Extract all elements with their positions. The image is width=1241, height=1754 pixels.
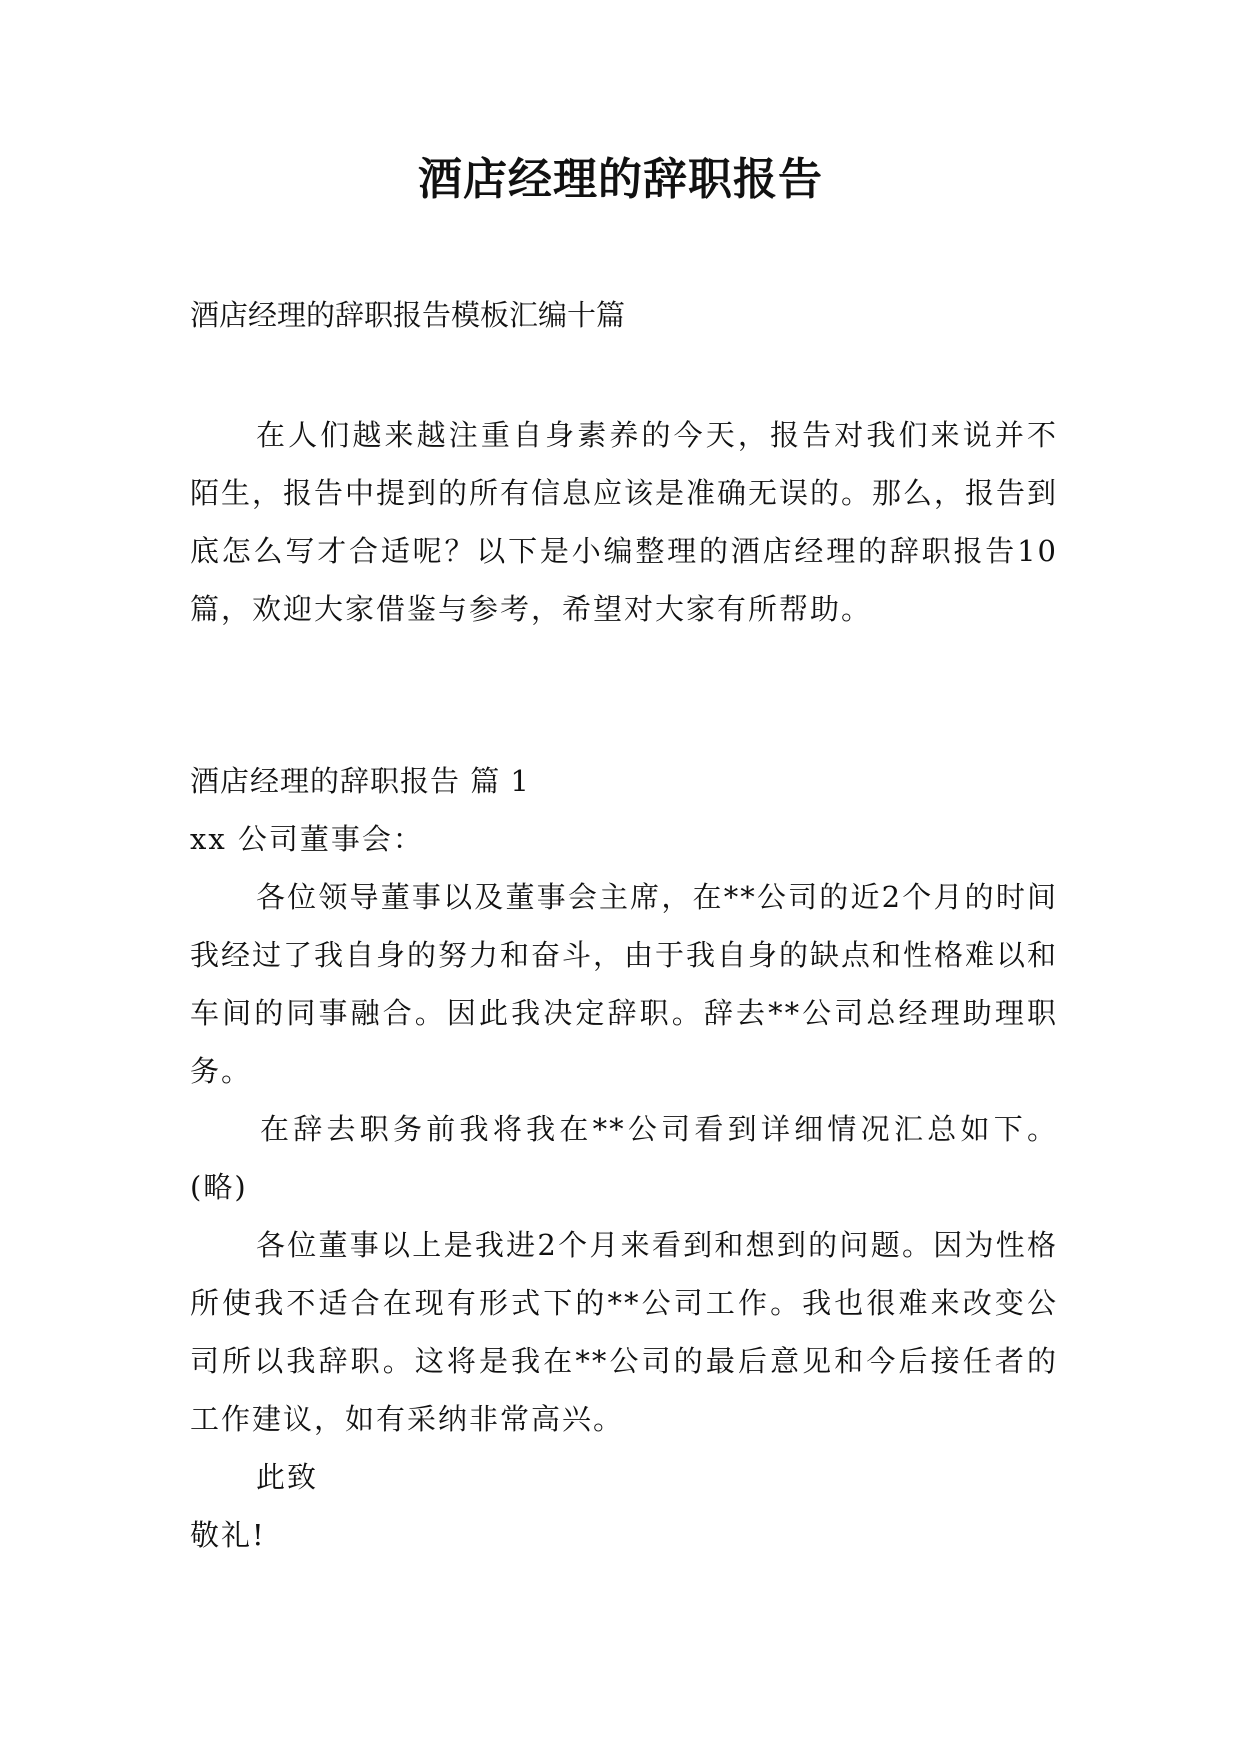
body-paragraph: 各位领导董事以及董事会主席，在**公司的近2个月的时间我经过了我自身的努力和奋斗，由于我自身的缺点和性格难以和车间的同事融合。因此我决定辞职。辞去**公司总经理助理职务。 xyxy=(190,880,1059,1088)
document-title: 酒店经理的辞职报告 xyxy=(418,154,823,205)
salutation: xx 公司董事会： xyxy=(190,822,424,856)
article-heading: 酒店经理的辞职报告 篇 1 xyxy=(190,764,530,798)
intro-paragraph: 在人们越来越注重自身素养的今天，报告对我们来说并不陌生，报告中提到的所有信息应该是准确无误的。那么，报告到底怎么写才合适呢？以下是小编整理的酒店经理的辞职报告10篇，欢迎大家借鉴与参考，希望对大家有所帮助。 xyxy=(190,418,1059,626)
body-paragraph: 在辞去职务前我将我在**公司看到详细情况汇总如下。(略) xyxy=(190,1112,1058,1204)
closing-line: 此致 xyxy=(256,1460,319,1494)
regards-line: 敬礼! xyxy=(190,1518,266,1552)
body-paragraph: 各位董事以上是我进2个月来看到和想到的问题。因为性格所使我不适合在现有形式下的**公司工作。我也很难来改变公司所以我辞职。这将是我在**公司的最后意见和今后接任者的工作建议，如有采纳非常高兴。 xyxy=(190,1228,1058,1436)
document-subtitle: 酒店经理的辞职报告模板汇编十篇 xyxy=(190,298,626,332)
article-section xyxy=(190,752,1058,1564)
